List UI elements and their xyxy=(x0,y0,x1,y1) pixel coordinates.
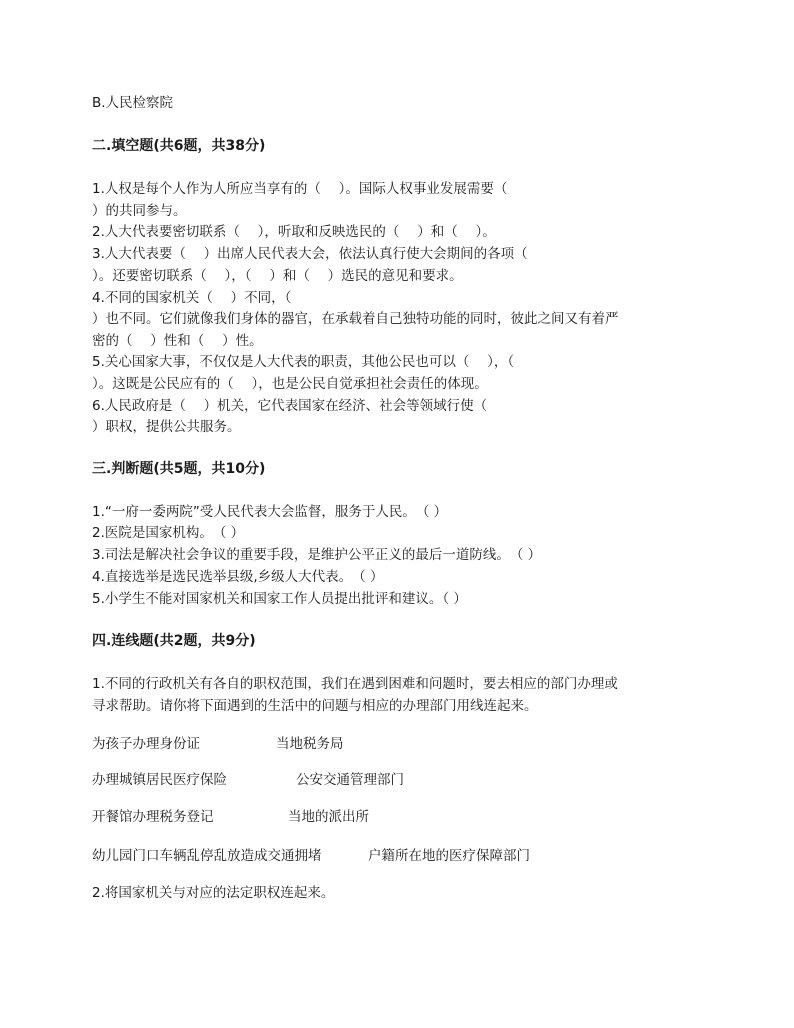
question-line: 2.人大代表要密切联系（ ），听取和反映选民的（ ）和（ ）。 xyxy=(92,224,496,240)
option-b: B.人民检察院 xyxy=(92,95,174,111)
question-line: 1.“一府一委两院”受人民代表大会监督，服务于人民。 （ ） xyxy=(92,504,448,520)
question-line: 寻求帮助。请你将下面遇到的生活中的问题与相应的办理部门用线连起来。 xyxy=(92,698,538,714)
question-line: ）职权，提供公共服务。 xyxy=(92,419,241,435)
question-line: 密的（ ）性和（ ）性。 xyxy=(92,333,263,349)
question-line: ）也不同。它们就像我们身体的器官，在承载着自己独特功能的同时，彼此之间又有着严 xyxy=(92,311,619,327)
question-line: 5.关心国家大事，不仅仅是人大代表的职责，其他公民也可以（ ），（ xyxy=(92,354,515,370)
match-right-item: 当地税务局 xyxy=(276,736,344,752)
question-line: 2.医院是国家机构。 （ ） xyxy=(92,525,245,541)
match-left-item: 为孩子办理身份证 xyxy=(92,736,200,752)
match-left-item: 开餐馆办理税务登记 xyxy=(92,809,214,825)
question-line: 6.人民政府是（ ）机关，它代表国家在经济、社会等领域行使（ xyxy=(92,398,488,414)
section-title-fill-blank: 二.填空题(共6题，共38分) xyxy=(92,138,266,154)
section-title-matching: 四.连线题(共2题，共9分) xyxy=(92,633,256,649)
question-line: ）。这既是公民应有的（ ），也是公民自觉承担社会责任的体现。 xyxy=(92,376,488,392)
match-left-item: 幼儿园门口车辆乱停乱放造成交通拥堵 xyxy=(92,848,322,864)
match-right-item: 公安交通管理部门 xyxy=(296,772,404,788)
question-line: 3.人大代表要（ ）出席人民代表大会，依法认真行使大会期间的各项（ xyxy=(92,246,528,262)
question-line: 2.将国家机关与对应的法定职权连起来。 xyxy=(92,885,335,901)
section-title-true-false: 三.判断题(共5题，共10分) xyxy=(92,461,266,477)
match-right-item: 户籍所在地的医疗保障部门 xyxy=(368,848,530,864)
question-line: 3.司法是解决社会争议的重要手段，是维护公平正义的最后一道防线。 （ ） xyxy=(92,547,542,563)
match-left-item: 办理城镇居民医疗保险 xyxy=(92,772,227,788)
question-line: ）的共同参与。 xyxy=(92,203,187,219)
question-line: 4.直接选举是选民选举县级,乡级人大代表。 （ ） xyxy=(92,569,384,585)
question-line: 1.人权是每个人作为人所应当享有的（ ）。国际人权事业发展需要（ xyxy=(92,181,508,197)
question-line: 1.不同的行政机关有各自的职权范围，我们在遇到困难和问题时，要去相应的部门办理或 xyxy=(92,676,618,692)
question-line: 5.小学生不能对国家机关和国家工作人员提出批评和建议。（ ） xyxy=(92,591,467,607)
question-line: ）。还要密切联系（ ），（ ）和（ ）选民的意见和要求。 xyxy=(92,268,463,284)
question-line: 4.不同的国家机关（ ）不同，（ xyxy=(92,290,292,306)
match-right-item: 当地的派出所 xyxy=(288,809,369,825)
